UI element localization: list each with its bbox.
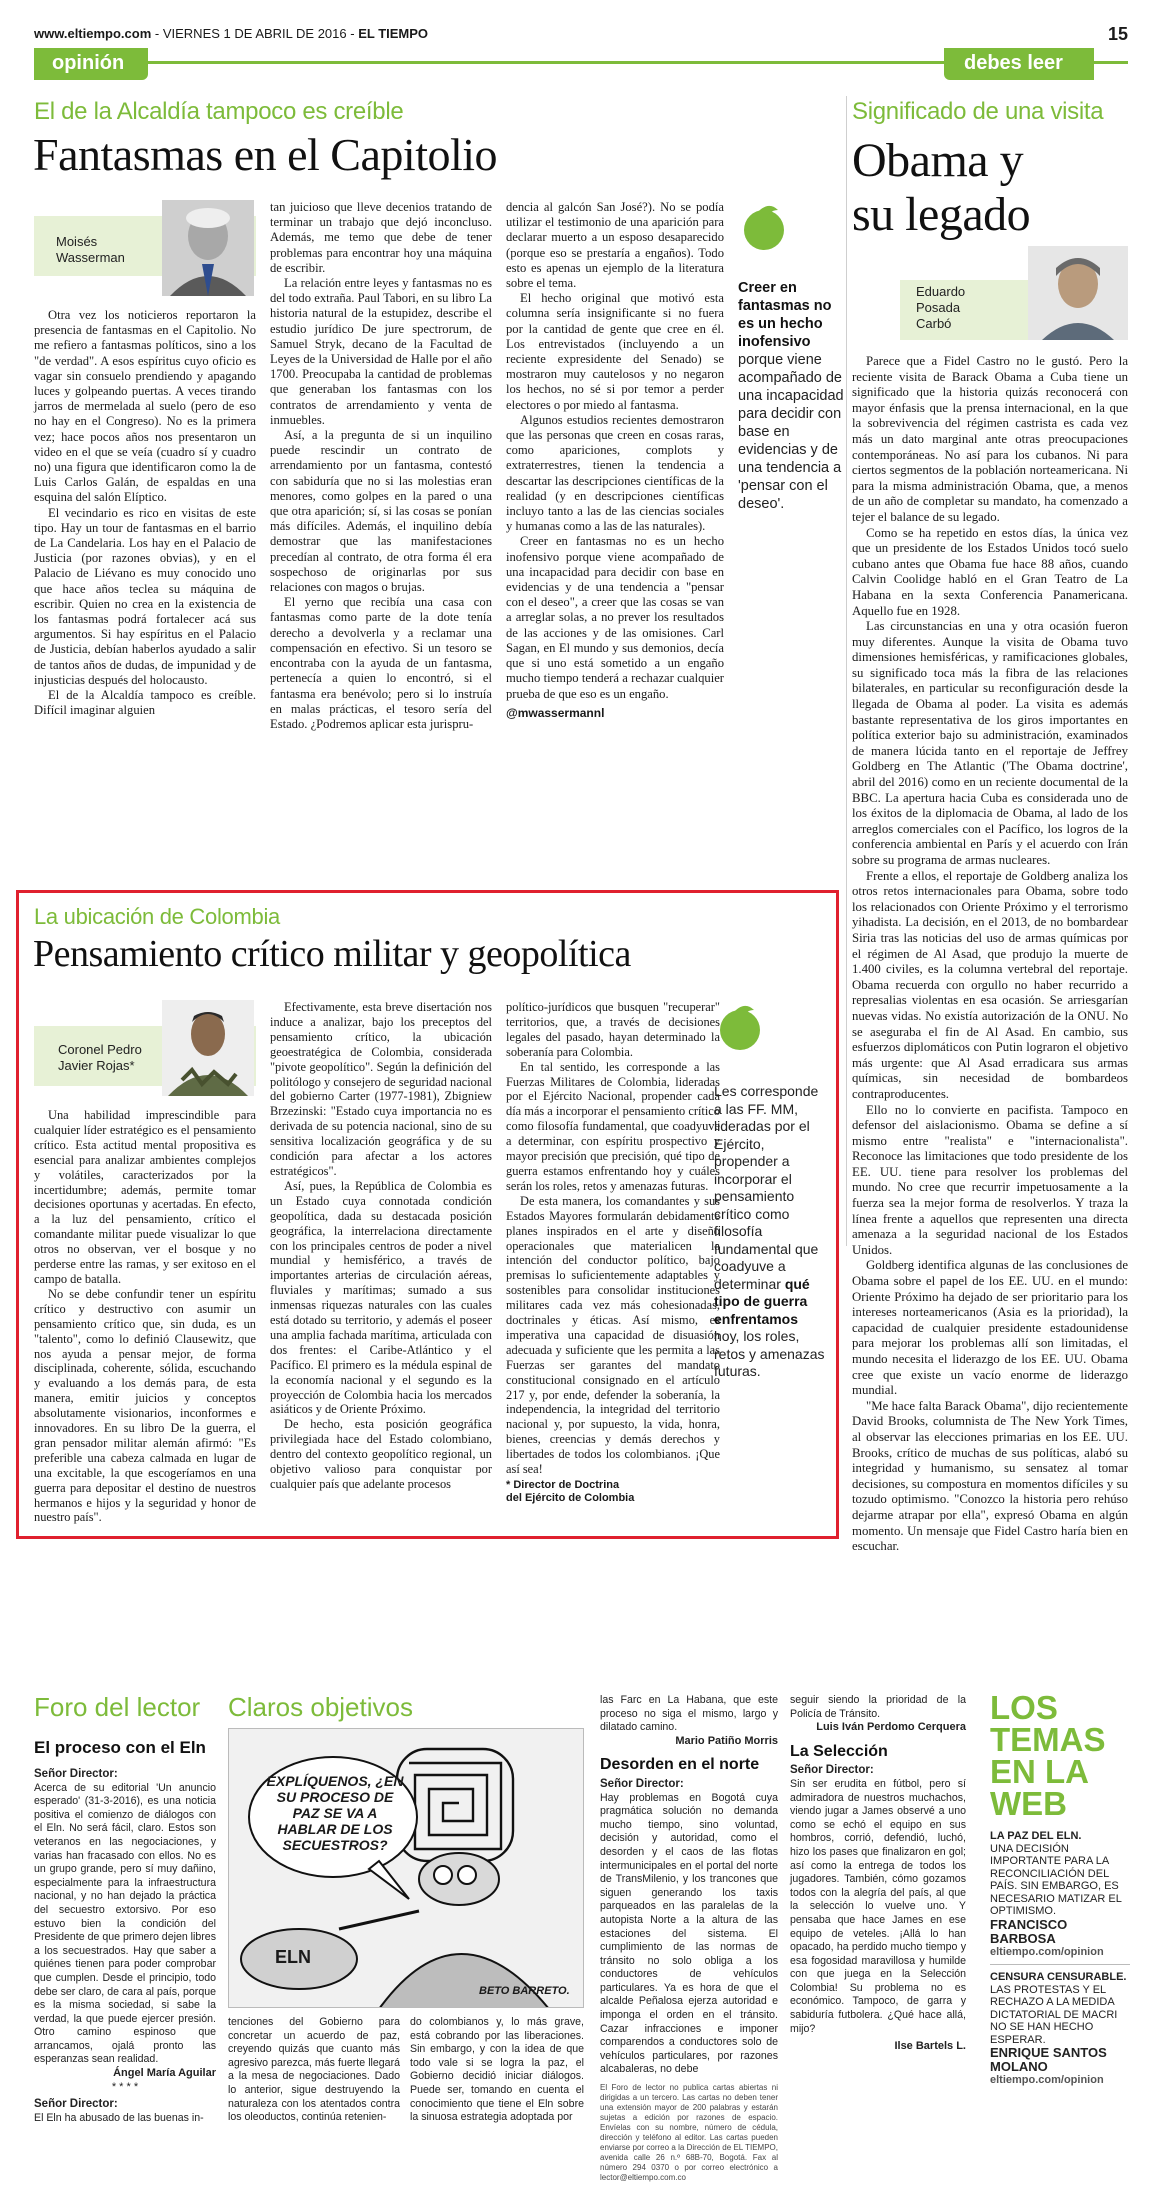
author-line1: Coronel Pedro [58,1042,142,1057]
pullquote-bold: qué tipo de guerra enfrentamos [714,1275,810,1327]
article2-headline-1: Obama y [852,134,1024,187]
paragraph: Ello no lo convierte en pacifista. Tampoco en defensor del aislacionismo. Obama se define a sí mismo entre "realista" e "internacionalista". Reconoce las limitaciones que todo presidente de los EE. UU. tiene para resolver los problemas del mundo. No cree que recurrir impetuosamente a la fuerza sea la mejor forma de resolverlos. Y traza la línea frente a aquellos que representen una directa amenaza a la seguridad nacional de los Estados Unidos. [852,1102,1128,1257]
letters-right [790,1694,966,2054]
claros-text-2: do colombianos y, lo más grave, está cobrando por las liberaciones. Sin embargo, y con la idea de que todo vale si se logra la paz, el Gobierno decidió iniciar diálogos. Puede ser, tomando en cuenta el conocimiento que tiene el Eln sobre la sinuosa estrategia adoptada por [410,2016,584,2124]
claros-title: Claros objetivos [228,1692,413,1722]
quote-icon [714,1000,766,1052]
pullquote-post: hoy, los roles, retos y amenazas futuras. [714,1328,825,1379]
paragraph: Como se ha repetido en estos días, la única vez que un presidente de los Estados Unidos tocó suelo cubano antes que Obama fue hace 88 años, cuando Calvin Coolidge habló en el Gran Teatro de La Habana en la sexta Conferencia Panamericana. Aquello fue en 1928. [852,525,1128,618]
paragraph: El de la Alcaldía tampoco es creíble. Difícil imaginar alguien [34,688,256,718]
paragraph: Así, a la pregunta de si un inquilino puede rescindir un contrato de arrendamiento por un fantasma, contestó con sabiduría que no si las molestias eran menores, como golpes en la pared o una que otra aparición; sí, si las cosas se ponían más difíciles. Además, el inquilino debía demostrar que las manifestaciones precedían al contrato, de otra forma él era sospechoso de originarlas por sus relaciones con magos o brujas. [270,428,492,595]
paragraph: Algunos estudios recientes demostraron que las personas que creen en cosas raras, como apariciones, complots y extraterrestres, tienen la tendencia a descartar las descripciones científicas de la realidad (y en descripciones científicas incluyo tanto a las de las ciencias sociales y humanas como a las de las naturales). [506,412,724,534]
temas-item-author: FRANCISCO BARBOSA [990,1916,1068,1946]
letter1 [34,1768,216,2125]
cartoon-speech-bubble: EXPLÍQUENOS, ¿EN SU PROCESO DE PAZ SE VA A HABLAR DE LOS SECUESTROS? [266,1773,404,1853]
letter-continued: las Farc en La Habana, que este proceso no siga el mismo, largo y dilatado camino. [600,1694,778,1734]
article2-byline [900,246,1128,338]
temas-item-body: UNA DECISIÓN IMPORTANTE PARA LA RECONCILIACIÓN DEL PAÍS. SIN EMBARGO, ES NECESARIO MATIZAR EL OPTIMISMO. [990,1842,1122,1917]
paragraph: Goldberg identifica algunas de las conclusiones de Obama sobre el papel de los EE. UU. en el mundo: Oriente Próximo ha dejado de ser prioritario para los intereses norteamericanos (Asia es la prioridad), la capacidad de cualquier presidente estadounidense para mejorar los problemas allí son limitadas, el mundo necesita el liderazgo de los EE. UU. Obama cree que existe un vacío enorme de liderazgo mundial. [852,1258,1128,1398]
paper-name: EL TIEMPO [358,26,429,41]
author-line2: Javier Rojas* [58,1058,135,1073]
paragraph: El hecho original que motivó esta columna sería insignificante si no fuera por la cantidad de gente que cree en él. Los entrevistados (incluyendo a un reciente expresidente del Senado) se mostraron muy cautelosos y no negaron los hechos, no sé si por temor a perder electores o por miedo al fantasma. [506,291,724,412]
paragraph: "Me hace falta Barack Obama", dijo recientemente David Brooks, columnista de The New York Times, al observar las elecciones primarias en los EE. UU. Brooks, crítico de muchas de sus políticas, alabó su integridad y humanismo, su sensatez al tomar decisiones, su compostura en momentos difíciles y su tozudo optimismo. "Conozco la historia pero rehúso dejarme atrapar por ella", expresó Obama en algún momento. Un mensaje que Fidel Castro haría bien en escuchar. [852,1398,1128,1554]
twitter-handle[interactable]: @mwassermannl [506,705,605,720]
footnote-line1: * Director de Doctrina [506,1479,620,1491]
article1-headline: Fantasmas en el Capitolio [33,129,498,180]
author-first: Eduardo [916,284,966,299]
temas-item-link[interactable]: eltiempo.com/opinion [990,2074,1104,2086]
article2-body [852,354,1128,1555]
author-portrait-icon [1028,246,1128,340]
paragraph: No se debe confundir tener un espíritu crítico y destructivo con asumir un pensamiento crítico que, sin duda, es un "talento", como lo definió Clausewitz, que nos ayuda a pensar mejor, de forma disciplinada, coherente, sólida, escuchando y evaluando a los demás para, de esta manera, emitir juicios y conceptos absolutamente visionarios, inconformes e innovadores. En su libro De la guerra, el gran pensador militar alemán afirmó: "Es preferible una cabeza calmada en lugar de una excitable, la que escogeríamos en una guerra para depositar el destino de nuestros hermanos e hijos y la seguridad y honor de nuestro país". [34,1286,256,1525]
pullquote-bold: Creer en fantasmas no es un hecho inofensivo [738,280,832,350]
article3-col1 [34,1108,256,1525]
letter-title-norte: Desorden en el norte [600,1756,760,1774]
article3-headline: Pensamiento crítico militar y geopolítica [33,933,631,975]
letter1-body: Acerca de su editorial 'Un anuncio esperado' (31-3-2016), es una noticia positiva el comienzo de diálogos con el Eln. No será fácil, claro. Estos son veteranos en las negociaciones, y varias han fracasado con ellos. No es un grupo grande, pero sí muy dañino, especialmente para la infraestructura nacional, y no han dejado la práctica del secuestro extorsivo. Por eso estuvo bien la condición del Presidente de que primero dejen libres a los secuestrados. Hay que saber a quiénes tienen para poder comprobar que cumplen. Desde el principio, todo debe ser claro, de cara al país, porque es la misma sociedad, si sabe la verdad, la que puede ejercer presión. Otro camino espinoso que arrancamos, ojalá pronto las esperanzas sean realidad. [34,1781,216,2066]
debes-leer-label: debes leer [964,52,1063,74]
letter-signature: Luis Iván Perdomo Cerquera [816,1721,966,1734]
article2-headline-2: su legado [852,188,1031,241]
article3-byline [34,1000,256,1096]
pullquote-pre: Les corresponde a las FF. MM, lideradas por el Ejército, propender a incorporar el pensamiento crítico como filosofía fundamental que coadyuve a determinar [714,1083,819,1292]
author-last: Wasserman [56,250,125,265]
article1-byline [34,200,256,296]
paragraph: De esta manera, los comandantes y sus Estados Mayores formularán debidamente planes inspirados en el arte y diseño operacionales que materialicen la intención del conductor político, bajo premisas lo suficientemente adaptables y sostenibles para consolidar instituciones militares cada vez más cohesionadas, doctrinales y éticas. Así mismo, es imperativa una capacidad de disuasión adecuada y suficiente que les permita a las Fuerzas ser garantes del mandato constitucional consignado en el artículo 217 y, por ende, defender la soberanía, la independencia, la integridad del territorio nacional y, por supuesto, la vida, honra, bienes, creencias y demás derechos y libertades de todos los colombianos. ¡Que así sea! [506,1193,720,1477]
temas-title-2: TEMAS [990,1721,1106,1758]
article1-pullquote [738,200,850,513]
letter1-stars: * * * * [111,2080,139,2093]
footnote-line2: del Ejército de Colombia [506,1492,635,1504]
letter-title-seleccion: La Selección [790,1742,888,1760]
temas-item-head: LA PAZ DEL ELN. [990,1830,1082,1842]
legal-notice: El Foro de lector no publica cartas abiertas ni dirigidas a un tercero. Las cartas no deben tener una extensión mayor de 200 palabras y estarán sujetas a edición por razones de espacio. Envíelas con su nombre, número de cédula, dirección y teléfono al editor. Las cartas pueden enviarse por correo a la Dirección de EL TIEMPO, avenida calle 26 n.º 68B-70, Bogotá. Fax al número 294 0370 o por correo electrónico a lector@eltiempo.com.co [600,2083,778,2183]
column-divider [846,96,847,1246]
temas-item-1[interactable] [990,1830,1130,1958]
paragraph: Una habilidad imprescindible para cualquier líder estratégico es el pensamiento crítico. Esta actitud mental propositiva es esencial para analizar ambientes complejos y volátiles, caracterizados por la incertidumbre; además, permite tomar decisiones oportunas y acertadas. En efecto, a la luz del pensamiento, crítico el comandante militar puede visualizar lo que otros no observan, ver el bosque y no perderse entre las ramas, y ser exitoso en el campo de batalla. [34,1108,256,1286]
letter1-signature: Ángel María Aguilar [113,2067,216,2080]
article1-col3 [506,200,724,721]
author-photo-rojas [162,1000,254,1096]
paragraph: La relación entre leyes y fantasmas no es del todo extraña. Paul Tabori, en su libro La historia natural de la estupidez, describe el estudio jurídico De jure spectrorum, de Samuel Stryk, decano de la Facultad de Leyes de la Universidad de Halle por el año 1700. Preocupaba la cantidad de problemas que generaban los fantasmas con los contratos de arrendamiento y venta de inmuebles. [270,276,492,427]
article1-kicker: El de la Alcaldía tampoco es creíble [34,98,404,125]
section-tab-opinion[interactable] [34,48,148,80]
author-photo-posada [1028,246,1128,340]
paragraph: Parece que a Fidel Castro no le gustó. Pero la reciente visita de Barack Obama a Cuba tiene un significado que la historia quizás reconocerá con mayor énfasis que la prensa internacional, en la que la sobrevivencia del régimen castrista es cada vez más un dato marginal ante otras preocupaciones contemporáneas. No así para los cubanos. Ni para ciertos segmentos de la población norteamericana. Ni para la misma administración Obama, que, a menos de un año de completar su mandato, ha comenzado a tejer el balance de su legado. [852,354,1128,524]
top-bar [34,26,1128,46]
temas-item-body: LAS PROTESTAS Y EL RECHAZO A LA MEDIDA DICTATORIAL DE MACRI NO SE HAN HECHO ESPERAR. [990,1983,1118,2046]
site-url[interactable]: www.eltiempo.com [34,26,152,41]
cartoon-signature: BETO BARRETO. [479,1985,570,1997]
paragraph: En tal sentido, les corresponde a las Fuerzas Militares de Colombia, lideradas por el Ejército Nacional, propender cada día más a incorporar el pensamiento crítico como filosofía fundamental, que coadyuve a determinar, con espíritu prospectivo y mayor precisión que precisión, qué tipo de guerra estamos enfrentando hoy y cuáles serán los roles, retos y amenazas futuras. [506,1059,720,1193]
author-mid: Posada [916,300,961,315]
letter1-title: El proceso con el Eln [34,1738,206,1757]
paragraph: Otra vez los noticieros reportaron la presencia de fantasmas en el Capitolio. No me refiero a fantasmas políticos, sino a los "de verdad". A esos espíritus cuyo oficio es vagar sin consuelo prendiendo y apagando luces y golpeando puertas. A veces tirando jarros de mermelada al suelo (pero de eso no hay en el Congreso). No es la primera vez; hace pocos años nos presentaron un video en el que se veía (cuadro sí y cuadro no) una figura que identificaron como la de Luis Carlos Galán, de espaldas en una esquina del salón Elíptico. [34,308,256,505]
cartoon [228,1728,584,2008]
letter-body: Sin ser erudita en fútbol, pero sí admiradora de nuestros muchachos, viendo jugar a James observé a uno como se echó el equipo en sus hombros, corrió, defendió, luchó, hizo los pases que finalizaron en gol; así como la entrega de todos los jugadores. También, cómo gozamos todos con la alegría del país, al que la selección lo vuelve uno. Y pensaba que hace James en ese equipo de veteles. ¡Allá lo han opacado, ha perdido mucho tiempo y esa fogosidad maravillosa y humilde con que juega en la Selección Colombia! Su problema no es económico. Tampoco, de garra y sabiduría futbolera. ¿Qué hace allá, mijo? [790,1777,966,2035]
article3-kicker: La ubicación de Colombia [34,904,280,929]
letter-body: Hay problemas en Bogotá cuya pragmática solución no demanda mucho tiempo, sino voluntad, decisión y autoridad, como el desorden y el caos de las flotas intermunicipales en el portal del norte de TransMilenio, y los trancones que siguen generando los taxis parqueados en las paralelas de la autopista Norte a la altura de las estaciones del sistema. El cumplimiento de las normas de tránsito no solo obliga a los conductores de vehículos particulares. Ya es hora de que el alcalde Peñalosa ejerza autoridad e imponga el orden en el tránsito. Cazar infracciones e imponer comparendos a conductores solo de vehículos particulares, por razones alcabaleras, no debe [600,1791,778,2076]
date-separator-2: - [350,26,359,41]
temas-item-2[interactable] [990,1971,1130,2087]
author-portrait-icon [162,1000,254,1096]
pullquote-rest: porque viene acompañado de una incapacidad para decidir con base en evidencias y de una tendencia a 'pensar con el deseo'. [738,352,844,512]
article1-col2 [270,200,492,732]
author-first: Moisés [56,234,98,249]
paragraph: Creer en fantasmas no es un hecho inofensivo porque viene acompañado de una incapacidad para decidir con base en evidencias y de una tendencia a "pensar con el deseo", a creer que las cosas se van a arreglar solas, a no prever los resultados de las acciones y de las omisiones. Carl Sagan, en El mundo y sus demonios, decía que si uno está sometido a un engaño mucho tiempo tenderá a rechazar cualquier prueba de que eso es un engaño. [506,534,724,701]
temas-item-link[interactable]: eltiempo.com/opinion [990,1945,1104,1958]
pullquote-text [714,1083,826,1381]
temas-title-1: LOS [990,1689,1058,1726]
author-photo-wasserman [162,200,254,296]
letter1-greeting: Señor Director: [34,1768,118,1780]
letter-signature: Ilse Bartels L. [894,2040,966,2053]
letter2-body: El Eln ha abusado de las buenas in- [34,2111,204,2124]
cartoon-hat-label: ELN [275,1947,311,1967]
temas-divider [990,1964,1130,1965]
paragraph: De hecho, esta posición geográfica privilegiada hace del Estado colombiano, dentro del contexto geopolítico regional, un objetivo valioso para conquistar por cualquier país que adelante procesos [270,1417,492,1491]
article1-col1 [34,308,256,718]
section-bar [34,48,1128,82]
article2-kicker: Significado de una visita [852,98,1104,125]
article3-col2 [270,1000,492,1492]
section-label: opinión [52,52,125,74]
article3-col3 [506,1000,720,1505]
paragraph: político-jurídicos que busquen "recuperar" territorios, que, a través de decisiones legales del pasado, hayan determinado la soberanía para Colombia. [506,1000,720,1059]
paragraph: tan juicioso que lleve decenios tratando de terminar un trabajo que dejó inconcluso. Además, me temo que debe de tener problemas para encontrar hoy una máquina de escribir. [270,200,492,275]
paragraph: El yerno que recibía una casa con fantasmas como parte de la dote tenía derecho a devolverla y a reclamar una compensación en efectivo. Si un tesoro se encontraba con la ayuda de un fantasma, pertenecía a quien lo encontró, si el fantasma era benévolo; pero si lo instruía en malas prácticas, el tesoro sería del Estado. ¿Podremos aplicar esta jurispru- [270,595,492,731]
temas-title [990,1689,1130,1822]
letter-greeting: Señor Director: [790,1764,874,1777]
paragraph: El vecindario es rico en visitas de este tipo. Hay un tour de fantasmas en el barrio de La Candelaria. Los hay en el Palacio de Justicia (por razones obvias), y en el Palacio de Liévano es muy conocido uno que hace años teclea su máquina de escribir. Quien no crea en la existencia de los fantasmas podrá fortalecer acá sus argumentos. Si hay espíritus en el Palacio de Justicia, debían haberlos ayudado a salir de tantos años de dudas, de impunidad y de injusticias después del holocausto. [34,505,256,687]
paragraph: Efectivamente, esta breve disertación nos induce a analizar, bajo los preceptos del pensamiento crítico, la ubicación geoestratégica de Colombia, considerada "pivote geopolítico". Según la definición del politólogo y consejero de seguridad nacional del gobierno Carter (1977-1981), Zbigniew Brzezinski: "Estado cuya importancia no es derivada de su potencia nacional, sino de su sensitiva localización geográfica y de su condición para afectar a los actores estratégicos". [270,1000,492,1178]
author-portrait-icon [162,200,254,296]
paragraph: Así, pues, la República de Colombia es un Estado cuya connotada condición geopolítica, dada su destacada posición geográfica, la interrelaciona directamente con los principales centros de poder a nivel mundial y hemisférico, a través de importantes arterias de circulación aéreas, fluviales y marítimas; sumado a sus inmensas riquezas naturales con las cuales está dotado su territorio, y además el poseer una amplia fachada marítima, articulada con dos frentes: el Caribe-Atlántico y el Pacífico. El primero es la médula espinal de la economía nacional y el segundo es la proyección de Colombia hacia los mercados asiáticos y de Oriente Próximo. [270,1178,492,1417]
pullquote-text [738,279,850,513]
letter2-greeting: Señor Director: [34,2098,118,2111]
letter-signature: Mario Patiño Morris [675,1734,778,1747]
letter-greeting: Señor Director: [600,1777,684,1790]
paragraph: Frente a ellos, el reportaje de Goldberg analiza los otros retos internacionales para Obama, sobre todo los relacionados con Oriente Próximo y el terrorismo yihadista. La decisión, en el 2013, de no bombardear Siria tras las noticias del uso de armas químicas por el régimen de Al Asad, que produjo la muerte de 1.400 civiles, es la columna vertebral del reportaje. Obama recuerda con orgullo no haber recurrido a represalias violentas en esa ocasión. Se arriesgarían nuevas vidas. No existía autorización de la ONU. No se aseguraba el fin de Al Asad. En cambio, sus esfuerzos diplomáticos con Putin lograron el objetivo más urgente: que Al Asad erradicara sus armas químicas, sin necesidad de bombardeos contraproducentes. [852,868,1128,1101]
footnote [506,1479,720,1505]
debes-leer-tab[interactable] [944,48,1094,80]
letter-continued: seguir siendo la prioridad de la Policía de Tránsito. [790,1694,966,1720]
article3-pullquote [714,1000,826,1381]
author-last: Carbó [916,316,952,331]
temas-title-3: EN LA [990,1753,1089,1790]
quote-icon [738,200,790,252]
temas-item-head: CENSURA CENSURABLE. [990,1971,1127,1983]
foro-title: Foro del lector [34,1692,201,1722]
date-separator: - [154,26,163,41]
page-number: 15 [1107,24,1128,44]
temas-web [990,1689,1130,2087]
temas-item-author: ENRIQUE SANTOS MOLANO [990,2045,1107,2074]
letters-mid [600,1694,778,2183]
claros-text-1: tenciones del Gobierno para concretar un acuerdo de paz, creyendo quizás que cuanto más agresivo parezca, más fuerte llegará a la mesa de negociaciones. Dado lo anterior, sigue destruyendo la naturaleza con los atentados contra los oleoductos, continúa retenien- [228,2016,400,2124]
paragraph: dencia al galcón San José?). No se podía utilizar el testimonio de una aparición para declarar muerto a un esposo desaparecido (porque eso se prestaría a engaños). Todo esto es apenas un ejemplo de la literatura sobre el tema. [506,200,724,291]
masthead-date: VIERNES 1 DE ABRIL DE 2016 [162,26,347,41]
paragraph: Las circunstancias en una y otra ocasión fueron muy diferentes. Aunque la visita de Obama tuvo dimensiones hemisféricas, y ramificaciones globales, su significado toca más la fibra de las relaciones bilaterales, en particular su reconfiguración desde la llegada de Obama al poder. La visita es además bastante representativa de los giros importantes en política exterior bajo su administración, examinados de manera lúcida tanto en el reportaje de Jeffrey Goldberg en The Atlantic ('The Obama doctrine', abril del 2016) como en un reciente documental de la BBC. La apertura hacia Cuba es considerada uno de los éxitos de la diplomacia de Obama, al lado de los arreglos comerciales con el Pacífico, los logros de la conferencia ambiental en París y el acuerdo con Irán sobre su programa de armas nucleares. [852,619,1128,867]
temas-title-4: WEB [990,1785,1067,1822]
